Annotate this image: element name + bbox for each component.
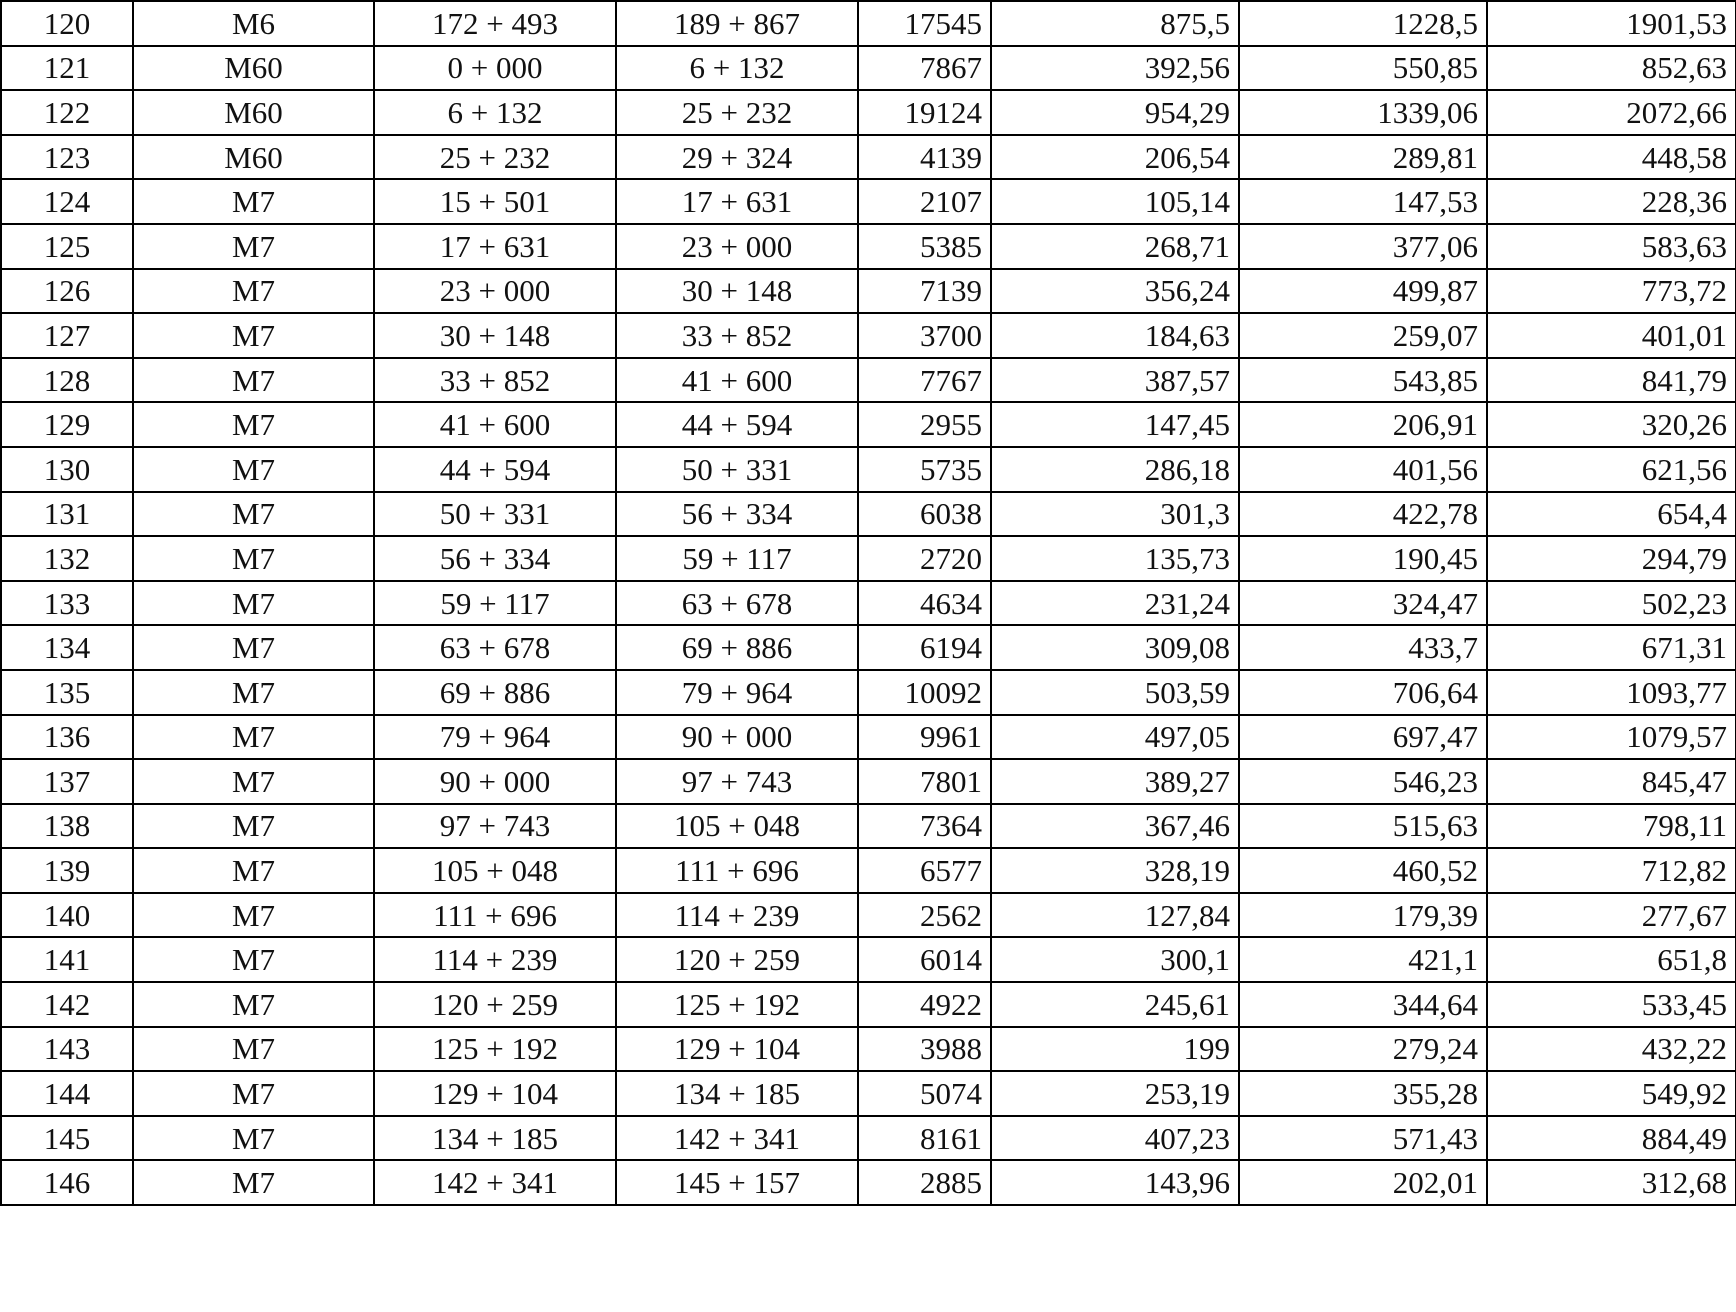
cell-road-code: M7 [133,402,374,447]
cell-row-number: 133 [1,581,133,626]
cell-value-a: 135,73 [991,536,1239,581]
cell-start-km: 120 + 259 [374,982,616,1027]
cell-end-km: 111 + 696 [616,848,858,893]
cell-value-a: 147,45 [991,402,1239,447]
cell-start-km: 56 + 334 [374,536,616,581]
cell-row-number: 126 [1,269,133,314]
cell-value-b: 433,7 [1239,625,1487,670]
cell-start-km: 63 + 678 [374,625,616,670]
cell-start-km: 111 + 696 [374,893,616,938]
cell-value-a: 231,24 [991,581,1239,626]
cell-value-b: 179,39 [1239,893,1487,938]
cell-length-value: 7867 [858,46,991,91]
table-row [1,269,1736,314]
cell-start-km: 0 + 000 [374,46,616,91]
cell-length-value: 2885 [858,1160,991,1205]
cell-start-km: 142 + 341 [374,1160,616,1205]
cell-row-number: 142 [1,982,133,1027]
cell-end-km: 59 + 117 [616,536,858,581]
cell-end-km: 120 + 259 [616,937,858,982]
table-row [1,848,1736,893]
cell-road-code: M7 [133,358,374,403]
table-row [1,447,1736,492]
cell-end-km: 44 + 594 [616,402,858,447]
cell-value-a: 387,57 [991,358,1239,403]
cell-end-km: 125 + 192 [616,982,858,1027]
cell-value-c: 277,67 [1487,893,1736,938]
cell-value-c: 841,79 [1487,358,1736,403]
cell-start-km: 6 + 132 [374,90,616,135]
table-row [1,313,1736,358]
table-row [1,402,1736,447]
cell-value-b: 550,85 [1239,46,1487,91]
cell-end-km: 50 + 331 [616,447,858,492]
cell-length-value: 9961 [858,715,991,760]
cell-road-code: M7 [133,759,374,804]
cell-value-b: 543,85 [1239,358,1487,403]
cell-value-b: 706,64 [1239,670,1487,715]
table-row [1,90,1736,135]
cell-row-number: 121 [1,46,133,91]
cell-value-a: 389,27 [991,759,1239,804]
cell-start-km: 69 + 886 [374,670,616,715]
table-row [1,804,1736,849]
cell-start-km: 25 + 232 [374,135,616,180]
cell-value-a: 301,3 [991,492,1239,537]
cell-start-km: 17 + 631 [374,224,616,269]
cell-road-code: M7 [133,492,374,537]
cell-road-code: M7 [133,893,374,938]
cell-value-a: 300,1 [991,937,1239,982]
cell-value-a: 206,54 [991,135,1239,180]
cell-row-number: 120 [1,1,133,46]
cell-end-km: 142 + 341 [616,1116,858,1161]
cell-value-b: 460,52 [1239,848,1487,893]
table-row [1,937,1736,982]
cell-value-c: 228,36 [1487,179,1736,224]
cell-road-code: M60 [133,46,374,91]
cell-value-a: 309,08 [991,625,1239,670]
cell-value-c: 651,8 [1487,937,1736,982]
cell-row-number: 146 [1,1160,133,1205]
cell-value-b: 190,45 [1239,536,1487,581]
cell-value-c: 1079,57 [1487,715,1736,760]
cell-road-code: M7 [133,982,374,1027]
cell-value-c: 294,79 [1487,536,1736,581]
cell-value-a: 245,61 [991,982,1239,1027]
cell-value-b: 206,91 [1239,402,1487,447]
cell-length-value: 10092 [858,670,991,715]
cell-value-a: 392,56 [991,46,1239,91]
cell-row-number: 137 [1,759,133,804]
table-row [1,982,1736,1027]
cell-road-code: M7 [133,625,374,670]
cell-length-value: 7139 [858,269,991,314]
cell-value-c: 432,22 [1487,1027,1736,1072]
cell-row-number: 129 [1,402,133,447]
table-row [1,1071,1736,1116]
cell-length-value: 7801 [858,759,991,804]
cell-road-code: M7 [133,848,374,893]
cell-end-km: 69 + 886 [616,625,858,670]
cell-row-number: 128 [1,358,133,403]
cell-value-a: 328,19 [991,848,1239,893]
cell-value-a: 184,63 [991,313,1239,358]
cell-value-c: 1901,53 [1487,1,1736,46]
cell-row-number: 132 [1,536,133,581]
cell-value-b: 499,87 [1239,269,1487,314]
cell-value-a: 407,23 [991,1116,1239,1161]
cell-road-code: M7 [133,715,374,760]
cell-value-c: 312,68 [1487,1160,1736,1205]
cell-value-b: 422,78 [1239,492,1487,537]
cell-value-b: 571,43 [1239,1116,1487,1161]
cell-length-value: 2562 [858,893,991,938]
cell-start-km: 97 + 743 [374,804,616,849]
cell-start-km: 41 + 600 [374,402,616,447]
cell-value-c: 401,01 [1487,313,1736,358]
table-row [1,759,1736,804]
table-row [1,46,1736,91]
cell-length-value: 17545 [858,1,991,46]
cell-road-code: M60 [133,135,374,180]
cell-end-km: 105 + 048 [616,804,858,849]
cell-value-b: 377,06 [1239,224,1487,269]
cell-length-value: 2955 [858,402,991,447]
table-row [1,1027,1736,1072]
cell-value-c: 320,26 [1487,402,1736,447]
cell-value-a: 367,46 [991,804,1239,849]
cell-length-value: 3988 [858,1027,991,1072]
cell-value-b: 289,81 [1239,135,1487,180]
cell-row-number: 139 [1,848,133,893]
cell-value-c: 884,49 [1487,1116,1736,1161]
cell-start-km: 59 + 117 [374,581,616,626]
cell-length-value: 5074 [858,1071,991,1116]
cell-end-km: 79 + 964 [616,670,858,715]
cell-road-code: M7 [133,1027,374,1072]
cell-road-code: M7 [133,670,374,715]
cell-length-value: 5735 [858,447,991,492]
cell-value-b: 546,23 [1239,759,1487,804]
cell-end-km: 90 + 000 [616,715,858,760]
cell-row-number: 143 [1,1027,133,1072]
cell-value-a: 143,96 [991,1160,1239,1205]
cell-end-km: 189 + 867 [616,1,858,46]
cell-value-a: 268,71 [991,224,1239,269]
cell-value-b: 1228,5 [1239,1,1487,46]
cell-start-km: 129 + 104 [374,1071,616,1116]
cell-value-b: 1339,06 [1239,90,1487,135]
cell-value-c: 549,92 [1487,1071,1736,1116]
cell-length-value: 4139 [858,135,991,180]
cell-row-number: 130 [1,447,133,492]
cell-value-b: 202,01 [1239,1160,1487,1205]
cell-value-a: 127,84 [991,893,1239,938]
table-row [1,135,1736,180]
cell-value-a: 503,59 [991,670,1239,715]
cell-value-b: 324,47 [1239,581,1487,626]
cell-value-b: 697,47 [1239,715,1487,760]
cell-value-a: 199 [991,1027,1239,1072]
cell-row-number: 141 [1,937,133,982]
cell-row-number: 140 [1,893,133,938]
cell-end-km: 23 + 000 [616,224,858,269]
cell-row-number: 122 [1,90,133,135]
cell-road-code: M7 [133,1116,374,1161]
table-row [1,670,1736,715]
table-row [1,1160,1736,1205]
cell-road-code: M7 [133,313,374,358]
cell-road-code: M7 [133,179,374,224]
cell-length-value: 6014 [858,937,991,982]
cell-start-km: 125 + 192 [374,1027,616,1072]
cell-start-km: 134 + 185 [374,1116,616,1161]
cell-value-c: 852,63 [1487,46,1736,91]
cell-length-value: 7364 [858,804,991,849]
cell-value-a: 954,29 [991,90,1239,135]
cell-road-code: M7 [133,804,374,849]
cell-length-value: 2720 [858,536,991,581]
cell-row-number: 125 [1,224,133,269]
cell-start-km: 23 + 000 [374,269,616,314]
cell-row-number: 123 [1,135,133,180]
cell-start-km: 79 + 964 [374,715,616,760]
cell-value-b: 515,63 [1239,804,1487,849]
cell-end-km: 145 + 157 [616,1160,858,1205]
cell-start-km: 30 + 148 [374,313,616,358]
cell-row-number: 138 [1,804,133,849]
cell-start-km: 90 + 000 [374,759,616,804]
table-row [1,536,1736,581]
cell-start-km: 33 + 852 [374,358,616,403]
cell-road-code: M7 [133,581,374,626]
cell-length-value: 6194 [858,625,991,670]
cell-end-km: 41 + 600 [616,358,858,403]
cell-length-value: 4634 [858,581,991,626]
table-row [1,1116,1736,1161]
cell-road-code: M7 [133,536,374,581]
cell-end-km: 29 + 324 [616,135,858,180]
cell-value-b: 355,28 [1239,1071,1487,1116]
cell-start-km: 105 + 048 [374,848,616,893]
cell-value-a: 286,18 [991,447,1239,492]
cell-length-value: 8161 [858,1116,991,1161]
cell-value-b: 401,56 [1239,447,1487,492]
table-row [1,224,1736,269]
cell-length-value: 3700 [858,313,991,358]
cell-length-value: 4922 [858,982,991,1027]
cell-road-code: M7 [133,1071,374,1116]
table-row [1,1,1736,46]
cell-value-c: 845,47 [1487,759,1736,804]
cell-value-a: 356,24 [991,269,1239,314]
table-row [1,893,1736,938]
cell-value-a: 875,5 [991,1,1239,46]
cell-value-a: 105,14 [991,179,1239,224]
cell-value-b: 147,53 [1239,179,1487,224]
cell-road-code: M6 [133,1,374,46]
cell-road-code: M7 [133,224,374,269]
cell-road-code: M7 [133,1160,374,1205]
cell-row-number: 135 [1,670,133,715]
cell-value-a: 253,19 [991,1071,1239,1116]
table-row [1,625,1736,670]
cell-road-code: M7 [133,937,374,982]
table-row [1,179,1736,224]
cell-end-km: 17 + 631 [616,179,858,224]
cell-start-km: 50 + 331 [374,492,616,537]
cell-start-km: 15 + 501 [374,179,616,224]
cell-value-c: 2072,66 [1487,90,1736,135]
cell-end-km: 25 + 232 [616,90,858,135]
cell-end-km: 97 + 743 [616,759,858,804]
cell-road-code: M7 [133,447,374,492]
cell-value-b: 259,07 [1239,313,1487,358]
cell-row-number: 145 [1,1116,133,1161]
cell-value-c: 533,45 [1487,982,1736,1027]
cell-end-km: 63 + 678 [616,581,858,626]
cell-end-km: 56 + 334 [616,492,858,537]
cell-length-value: 19124 [858,90,991,135]
cell-value-a: 497,05 [991,715,1239,760]
cell-value-c: 448,58 [1487,135,1736,180]
cell-end-km: 6 + 132 [616,46,858,91]
cell-row-number: 127 [1,313,133,358]
cell-road-code: M7 [133,269,374,314]
cell-value-b: 279,24 [1239,1027,1487,1072]
cell-end-km: 129 + 104 [616,1027,858,1072]
cell-row-number: 134 [1,625,133,670]
cell-value-c: 773,72 [1487,269,1736,314]
cell-row-number: 131 [1,492,133,537]
cell-end-km: 114 + 239 [616,893,858,938]
table-row [1,358,1736,403]
cell-length-value: 6038 [858,492,991,537]
cell-value-c: 502,23 [1487,581,1736,626]
cell-value-c: 583,63 [1487,224,1736,269]
cell-road-code: M60 [133,90,374,135]
cell-value-c: 712,82 [1487,848,1736,893]
cell-value-c: 798,11 [1487,804,1736,849]
cell-length-value: 7767 [858,358,991,403]
cell-row-number: 124 [1,179,133,224]
cell-value-c: 621,56 [1487,447,1736,492]
cell-value-c: 654,4 [1487,492,1736,537]
cell-start-km: 114 + 239 [374,937,616,982]
cell-value-c: 1093,77 [1487,670,1736,715]
cell-value-b: 344,64 [1239,982,1487,1027]
table-row [1,581,1736,626]
cell-value-c: 671,31 [1487,625,1736,670]
cell-end-km: 30 + 148 [616,269,858,314]
cell-length-value: 5385 [858,224,991,269]
cell-start-km: 172 + 493 [374,1,616,46]
cell-length-value: 2107 [858,179,991,224]
cell-end-km: 33 + 852 [616,313,858,358]
cell-value-b: 421,1 [1239,937,1487,982]
table-row [1,715,1736,760]
cell-row-number: 144 [1,1071,133,1116]
cell-row-number: 136 [1,715,133,760]
table-row [1,492,1736,537]
cell-end-km: 134 + 185 [616,1071,858,1116]
table-body [1,1,1736,1205]
cell-length-value: 6577 [858,848,991,893]
cell-start-km: 44 + 594 [374,447,616,492]
